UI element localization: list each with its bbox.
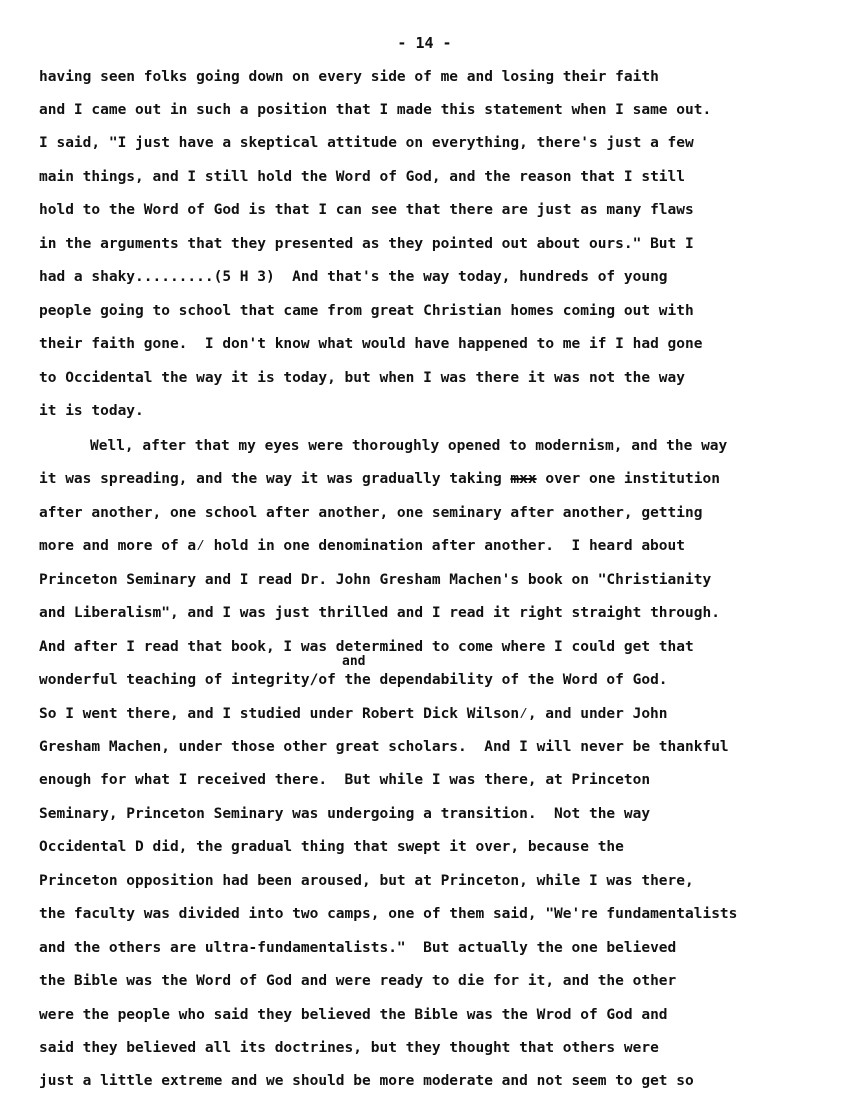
text-fragment: it was spreading, and the way it was gradually taking xyxy=(39,471,511,487)
text-line: Gresham Machen, under those other great scholars. And I will never be thankful xyxy=(39,739,729,755)
text-line: the faculty was divided into two camps, one of them said, "We're fundamentalists xyxy=(39,906,738,922)
text-line: their faith gone. I don't know what would have happened to me if I had gone xyxy=(39,336,703,352)
text-line: So I went there, and I studied under Robert Dick Wilson⁄, and under John xyxy=(39,706,668,722)
text-line: Well, after that my eyes were thoroughly opened to modernism, and the way xyxy=(90,438,728,454)
text-line: And after I read that book, I was determined to come where I could get that xyxy=(39,639,694,655)
text-line: Princeton opposition had been aroused, but at Princeton, while I was there, xyxy=(39,873,694,889)
text-line: after another, one school after another, one seminary after another, getting xyxy=(39,505,703,521)
text-line: it is today. xyxy=(39,403,144,419)
text-line: having seen folks going down on every side of me and losing their faith xyxy=(39,69,659,85)
text-line: more and more of a⁄ hold in one denomination after another. I heard about xyxy=(39,538,685,554)
text-line: enough for what I received there. But while I was there, at Princeton xyxy=(39,772,651,788)
text-line: Occidental D did, the gradual thing that swept it over, because the xyxy=(39,839,624,855)
text-line: I said, "I just have a skeptical attitude on everything, there's just a few xyxy=(39,135,694,151)
text-line: to Occidental the way it is today, but when I was there it was not the way xyxy=(39,370,686,386)
text-line: and I came out in such a position that I made this statement when I same out. xyxy=(39,102,712,118)
text-line: and Liberalism", and I was just thrilled and I read it right straight through. xyxy=(39,605,720,621)
text-line: Princeton Seminary and I read Dr. John Gresham Machen's book on "Christianity xyxy=(39,572,712,588)
text-line: in the arguments that they presented as they pointed out about ours." But I xyxy=(39,236,694,252)
text-line: people going to school that came from great Christian homes coming out with xyxy=(39,303,694,319)
text-line: had a shaky.........(5 H 3) And that's the way today, hundreds of young xyxy=(39,269,668,285)
text-fragment: over one institution xyxy=(536,471,720,487)
page-number: - 14 - xyxy=(397,34,452,52)
text-line: were the people who said they believed the Bible was the Wrod of God and xyxy=(39,1007,668,1023)
text-line: main things, and I still hold the Word of God, and the reason that I still xyxy=(39,169,686,185)
text-line xyxy=(39,470,720,488)
text-line: Seminary, Princeton Seminary was undergoing a transition. Not the way xyxy=(39,806,651,822)
text-line: wonderful teaching of integrity/of the dependability of the Word of God. xyxy=(39,672,668,688)
interlinear-insertion: and xyxy=(342,654,366,669)
text-line: hold to the Word of God is that I can see that there are just as many flaws xyxy=(39,202,694,218)
text-line: just a little extreme and we should be more moderate and not seem to get so xyxy=(39,1073,694,1089)
text-line: said they believed all its doctrines, but they thought that others were xyxy=(39,1040,659,1056)
text-line: the Bible was the Word of God and were ready to die for it, and the other xyxy=(39,973,677,989)
struck-out-text: mxx xyxy=(510,471,537,487)
text-line: and the others are ultra-fundamentalists." But actually the one believed xyxy=(39,940,677,956)
